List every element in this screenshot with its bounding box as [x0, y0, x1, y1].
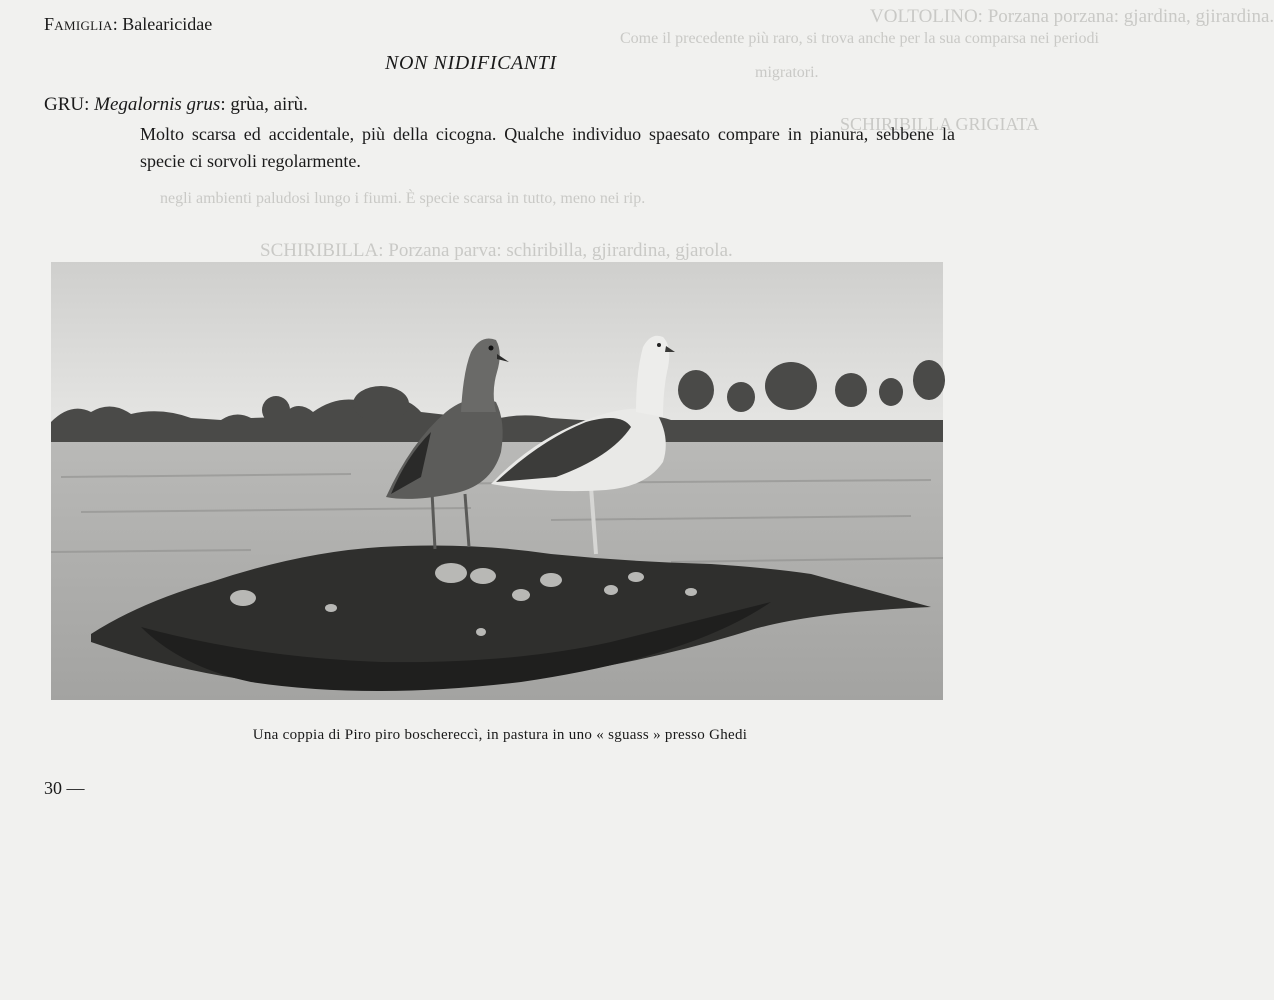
- bleed-through-text: VOLTOLINO: Porzana porzana: gjardina, gjirardina.: [870, 6, 1274, 27]
- family-separator: :: [112, 14, 118, 34]
- species-vernacular-names: grùa, airù.: [230, 94, 308, 115]
- bleed-through-text: negli ambienti paludosi lungo i fiumi. È specie scarsa in tutto, meno nei rip.: [160, 190, 646, 207]
- photo-caption: Una coppia di Piro piro boschereccì, in pastura in uno « sguass » presso Ghedi: [252, 727, 748, 743]
- family-heading: [44, 14, 212, 35]
- photograph: [51, 262, 943, 700]
- photo-illustration: [51, 262, 943, 700]
- bleed-through-text: Come il precedente più raro, si trova anche per la sua comparsa nei periodi: [620, 30, 1099, 47]
- section-title: NON NIDIFICANTI: [385, 52, 557, 74]
- family-name: Balearicidae: [122, 14, 213, 34]
- species-heading: GRU: Megalornis grus: grùa, airù.: [44, 94, 308, 115]
- family-label: Famiglia: [44, 14, 113, 34]
- species-scientific-name: Megalornis grus: [94, 94, 221, 115]
- bleed-through-text: migratori.: [755, 64, 819, 81]
- bleed-through-text: SCHIRIBILLA GRIGIATA: [840, 114, 1040, 134]
- species-description: Molto scarsa ed accidentale, più della cicogna. Qualche individuo spaesato compare in pianura, sebbene la specie ci sorvoli regolarmente.: [140, 124, 955, 171]
- species-common-name: GRU: [44, 94, 85, 115]
- page-number: 30 —: [44, 778, 85, 798]
- bleed-through-text: SCHIRIBILLA: Porzana parva: schiribilla, gjirardina, gjarola.: [260, 240, 733, 261]
